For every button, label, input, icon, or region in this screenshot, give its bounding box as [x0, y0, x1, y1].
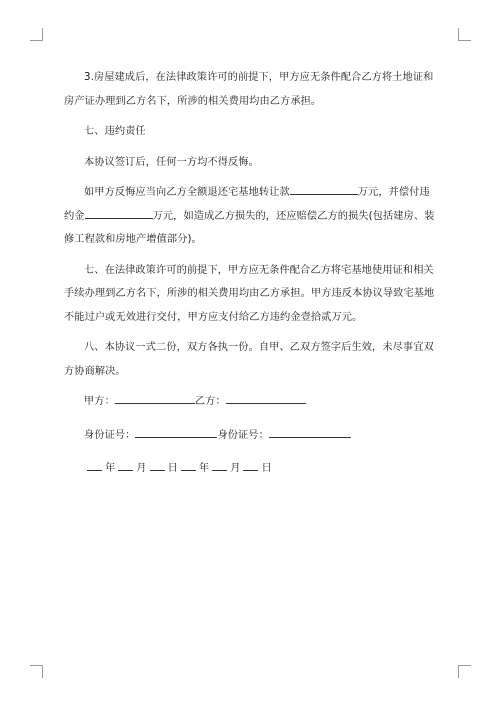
- month-a-blank[interactable]: [118, 458, 133, 471]
- refund-amount-blank[interactable]: [290, 182, 358, 195]
- refund-text-a: 如甲方反悔应当向乙方全额退还宅基地转让款: [84, 187, 290, 198]
- clause-copies-effect: 八、本协议一式二份，双方各执一份。自甲、乙双方签字后生效，未尽事宜双方协商解决。: [64, 342, 434, 377]
- year-a-label: 年: [105, 463, 116, 474]
- document-body: [64, 66, 436, 491]
- clause-property-transfer: 3.房屋建成后，在法律政策许可的前提下，甲方应无条件配合乙方将土地证和房产证办理到乙方名下，所涉的相关费用均由乙方承担。: [64, 72, 434, 107]
- month-b-blank[interactable]: [212, 458, 227, 471]
- year-a-blank[interactable]: [87, 458, 102, 471]
- party-a-label: 甲方：: [84, 396, 115, 407]
- clause-homestead-transfer: 七、在法律政策许可的前提下，甲方应无条件配合乙方将宅基地使用证和相关手续办理到乙方名下，所涉的相关费用均由乙方承担。甲方违反本协议导致宅基地不能过户或无效进行交付，甲方应支付给乙方违约金壹拾贰万元。: [64, 264, 435, 323]
- year-b-blank[interactable]: [181, 458, 196, 471]
- id-a-label: 身份证号：: [84, 429, 136, 441]
- penalty-amount-blank[interactable]: [85, 206, 153, 219]
- month-a-label: 月: [136, 463, 147, 474]
- party-a-blank[interactable]: [115, 391, 195, 404]
- party-b-label: 乙方：: [194, 396, 226, 407]
- day-b-label: 日: [261, 463, 272, 474]
- day-a-blank[interactable]: [150, 458, 165, 471]
- id-b-label: 身份证号：: [217, 429, 269, 441]
- day-b-blank[interactable]: [243, 458, 258, 471]
- day-a-label: 日: [167, 463, 178, 474]
- corner-mark-bottom-left: [30, 665, 43, 678]
- refund-text-c: 万元，如造成乙方损失的，还应赔偿乙方的损失(包括建房、装修工程款和房地产增值部分)。: [64, 210, 435, 245]
- corner-mark-top-right: [458, 28, 471, 41]
- heading-breach-liability: 七、违约责任: [84, 126, 146, 137]
- id-b-blank[interactable]: [269, 425, 351, 438]
- signature-line-parties: [64, 390, 436, 414]
- refund-text-b: 万元，并偿付违约金: [64, 187, 430, 222]
- signature-line-ids: [64, 424, 436, 448]
- party-b-blank[interactable]: [226, 391, 306, 404]
- signature-line-dates: [64, 457, 436, 481]
- corner-mark-top-left: [30, 28, 43, 41]
- clause-no-repudiation: 本协议签订后，任何一方均不得反悔。: [84, 156, 259, 168]
- corner-mark-bottom-right: [458, 665, 471, 678]
- month-b-label: 月: [230, 463, 241, 474]
- id-a-blank[interactable]: [135, 425, 217, 438]
- clause-refund-penalty: [64, 181, 436, 252]
- year-b-label: 年: [198, 463, 210, 474]
